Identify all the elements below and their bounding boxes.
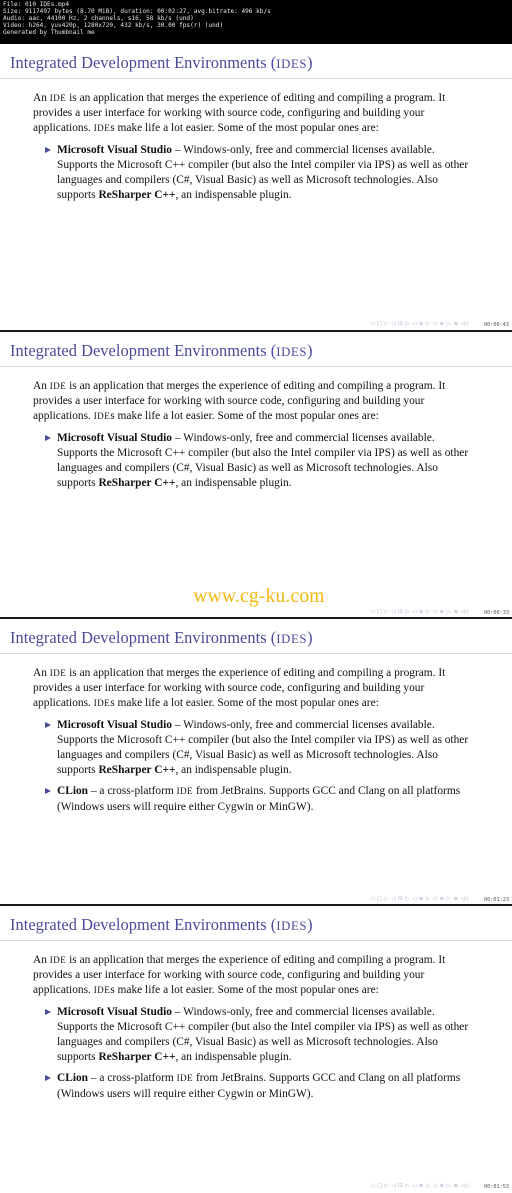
slide-body [33,91,471,209]
intro-text: is an application that merges the experience of editing and compiling a program. It provides a user interface for working with source code, configuring and building your applications. [33,92,446,135]
item-text: from JetBrains. Supports GCC and Clang on all platforms (Windows users will require either Cygwin or MinGW). [57,1072,461,1100]
title-abbr: IDES [276,345,308,359]
watermark: www.cg-ku.com [193,586,325,607]
title-rule [0,940,512,941]
file-info-line: Audio: aac, 44100 Hz, 2 channels, s16, 58 kb/s (und) [3,15,194,22]
item-text: , an indispensable plugin. [175,1051,292,1064]
title-rule [0,78,512,79]
slide-navigation[interactable]: ◁ ▢ ▷ ◁ ⊡ ▷ ◁ ≡ ▷ ◁ ≡ ▷ ≡ ◁◇ [370,1183,470,1189]
bullet-triangle-icon [45,788,51,794]
intro-abbr: IDE [49,381,67,391]
intro-abbr: IDE [49,955,67,965]
list-item-visual-studio [33,1005,471,1066]
item-text: from JetBrains. Supports GCC and Clang on all platforms (Windows users will require either Cygwin or MinGW). [57,785,461,813]
intro-abbr: IDE [49,93,67,103]
title-rule [0,653,512,654]
title-abbr: IDES [276,919,308,933]
bullet-triangle-icon [45,722,51,728]
bullet-triangle-icon [45,435,51,441]
slide-body [33,953,471,1108]
slide-title [10,53,313,73]
slide-navigation[interactable]: ◁ ▢ ▷ ◁ ⊡ ▷ ◁ ≡ ▷ ◁ ≡ ▷ ≡ ◁◇ [370,896,470,902]
intro-paragraph [33,953,471,999]
bullet-triangle-icon [45,1075,51,1081]
intro-text: An [33,380,50,392]
title-abbr: IDES [276,57,308,71]
item-text: – a cross-platform [88,785,177,798]
list-item-clion [33,784,471,814]
item-text: , an indispensable plugin. [175,189,292,202]
title-text: Integrated Development Environments ( [10,628,277,647]
list-item-clion [33,1071,471,1101]
item-name: CLion [57,1072,89,1085]
bullet-triangle-icon [45,1009,51,1015]
item-abbr: IDE [176,1073,194,1084]
intro-text: is an application that merges the experience of editing and compiling a program. It provides a user interface for working with source code, configuring and building your applications. [33,667,446,710]
timestamp: 00:00:43 [484,322,509,328]
ide-list [33,718,471,815]
slide-navigation[interactable]: ◁ ▢ ▷ ◁ ⊡ ▷ ◁ ≡ ▷ ◁ ≡ ▷ ≡ ◁◇ [370,321,470,327]
item-name: Microsoft Visual Studio [57,718,172,731]
intro-abbr: IDE [93,698,111,709]
list-item-visual-studio [33,718,471,779]
slide-4 [0,906,512,1193]
slide-title [10,341,313,361]
list-item-visual-studio [33,431,471,492]
timestamp: 00:01:23 [484,897,509,903]
item-text: , an indispensable plugin. [175,764,292,777]
title-text: Integrated Development Environments ( [10,915,277,934]
intro-paragraph [33,666,471,712]
bullet-triangle-icon [45,147,51,153]
title-rule [0,366,512,367]
intro-text: s make life a lot easier. Some of the most popular ones are: [110,984,379,997]
intro-text: s make life a lot easier. Some of the most popular ones are: [110,410,379,423]
file-info-line: File: 010 IDEs.mp4 [3,1,70,8]
file-info-line: Size: 9117497 bytes (8.70 MiB), duration: 00:02:27, avg.bitrate: 496 kb/s [3,8,271,15]
intro-abbr: IDE [93,985,111,996]
slide-2 [0,332,512,619]
intro-text: is an application that merges the experience of editing and compiling a program. It provides a user interface for working with source code, configuring and building your applications. [33,954,446,997]
item-plugin: ReSharper C++ [98,1051,176,1064]
intro-paragraph [33,379,471,425]
item-text: – a cross-platform [88,1072,177,1085]
intro-text: s make life a lot easier. Some of the most popular ones are: [110,122,379,135]
intro-text: An [33,92,50,104]
intro-text: s make life a lot easier. Some of the most popular ones are: [110,697,379,710]
file-info-header [0,0,512,44]
title-abbr: IDES [276,632,308,646]
item-name: Microsoft Visual Studio [57,143,172,156]
slide-title [10,915,313,935]
slide-1 [0,44,512,331]
slide-body [33,379,471,497]
item-text: – Windows-only, free and commercial licenses available. Supports the Microsoft C++ compiler (but also the Intel compiler via IPS) as well as other languages and compilers (C#, Visual Basic) as well as Microsoft technologies. Also supports [57,718,469,777]
intro-text: An [33,954,50,966]
title-text: Integrated Development Environments ( [10,341,277,360]
file-info-line: Generated by Thumbnail me [3,29,95,36]
ide-list [33,431,471,492]
item-plugin: ReSharper C++ [98,189,176,202]
title-suffix: ) [307,628,313,647]
title-suffix: ) [307,341,313,360]
title-text: Integrated Development Environments ( [10,53,277,72]
item-name: CLion [57,785,89,798]
item-name: Microsoft Visual Studio [57,1005,172,1018]
list-item-visual-studio [33,143,471,204]
intro-paragraph [33,91,471,137]
slide-body [33,666,471,821]
ide-list [33,143,471,204]
intro-abbr: IDE [93,411,111,422]
item-text: , an indispensable plugin. [175,477,292,490]
slide-navigation[interactable]: ◁ ▢ ▷ ◁ ⊡ ▷ ◁ ≡ ▷ ◁ ≡ ▷ ≡ ◁◇ [370,609,470,615]
intro-abbr: IDE [49,668,67,678]
item-plugin: ReSharper C++ [98,477,176,490]
slide-3 [0,619,512,906]
timestamp: 00:00:33 [484,610,509,616]
title-suffix: ) [307,53,313,72]
item-text: – Windows-only, free and commercial licenses available. Supports the Microsoft C++ compiler (but also the Intel compiler via IPS) as well as other languages and compilers (C#, Visual Basic) as well as Microsoft technologies. Also supports [57,1005,469,1064]
item-text: – Windows-only, free and commercial licenses available. Supports the Microsoft C++ compiler (but also the Intel compiler via IPS) as well as other languages and compilers (C#, Visual Basic) as well as Microsoft technologies. Also supports [57,431,469,490]
intro-text: is an application that merges the experience of editing and compiling a program. It provides a user interface for working with source code, configuring and building your applications. [33,380,446,423]
slide-title [10,628,313,648]
timestamp: 00:01:53 [484,1184,509,1190]
item-plugin: ReSharper C++ [98,764,176,777]
ide-list [33,1005,471,1102]
item-text: – Windows-only, free and commercial licenses available. Supports the Microsoft C++ compiler (but also the Intel compiler via IPS) as well as other languages and compilers (C#, Visual Basic) as well as Microsoft technologies. Also supports [57,143,469,202]
item-abbr: IDE [176,786,194,797]
intro-abbr: IDE [93,123,111,134]
title-suffix: ) [307,915,313,934]
file-info-line: Video: h264, yuv420p, 1280x720, 432 kb/s, 30.00 fps(r) (und) [3,22,224,29]
intro-text: An [33,667,50,679]
item-name: Microsoft Visual Studio [57,431,172,444]
